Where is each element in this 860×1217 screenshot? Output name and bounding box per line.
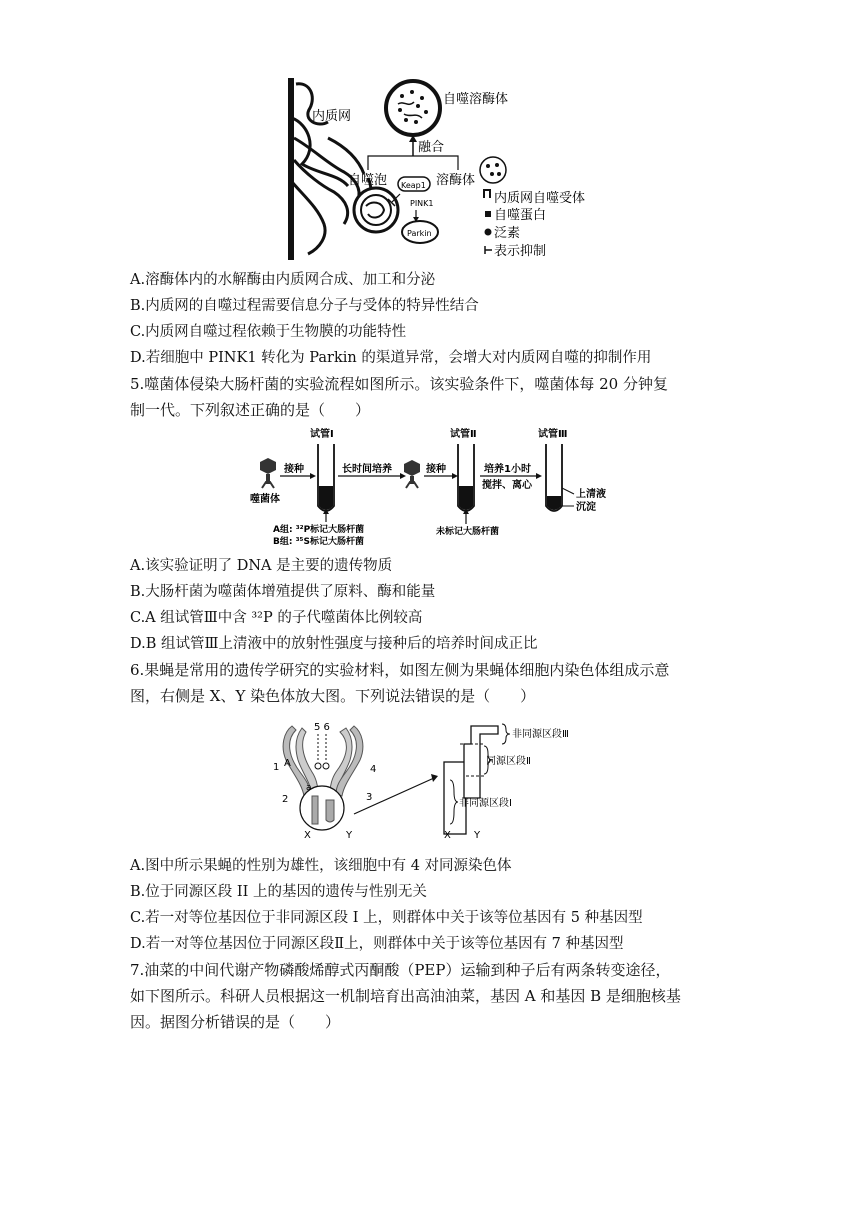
legend-receptor: 内质网自噬受体 xyxy=(494,191,586,206)
legend-inhibit: 表示抑制 xyxy=(494,244,547,259)
label-sediment: 沉淀 xyxy=(576,502,596,513)
label-inoculate-1: 接种 xyxy=(284,464,304,475)
q4-option-a: A.溶酶体内的水解酶由内质网合成、加工和分泌 xyxy=(130,272,436,288)
q5-stem-line1: 5.噬菌体侵染大肠杆菌的实验流程如图所示。该实验条件下，噬菌体每 20 分钟复 xyxy=(130,375,668,393)
label-n3: 3 xyxy=(366,792,373,803)
q7-stem-line3: 因。据图分析错误的是（ ） xyxy=(130,1013,341,1031)
label-a-small: a xyxy=(306,783,312,793)
phage-icon xyxy=(260,458,276,488)
q6-option-d: D.若一对等位基因位于同源区段Ⅱ上，则群体中关于该等位基因有 7 种基因型 xyxy=(130,936,624,952)
label-keap1: Keap1 xyxy=(401,181,426,190)
q5-option-d: D.B 组试管Ⅲ上清液中的放射性强度与接种后的培养时间成正比 xyxy=(130,636,538,652)
label-culture-1h: 培养1小时 xyxy=(484,464,531,475)
label-lysosome: 溶酶体 xyxy=(436,173,476,188)
label-stir-centrifuge: 搅拌、离心 xyxy=(482,480,532,491)
label-n56: 5 6 xyxy=(314,722,330,733)
label-inoculate-2: 接种 xyxy=(426,464,446,475)
q4-option-d: D.若细胞中 PINK1 转化为 Parkin 的渠道异常，会增大对内质网自噬的抑制作用 xyxy=(130,350,652,366)
q7-stem-line2: 如下图所示。科研人员根据这一机制培育出高油油菜，基因 A 和基因 B 是细胞核基 xyxy=(130,987,681,1005)
label-region1: 非同源区段Ⅰ xyxy=(459,798,512,809)
label-region2: 同源区段Ⅱ xyxy=(486,756,531,767)
phage-icon xyxy=(404,460,420,488)
er-autophagy-figure xyxy=(288,78,618,260)
label-tube-3: 试管Ⅲ xyxy=(538,429,568,440)
label-phage: 噬菌体 xyxy=(250,494,280,505)
label-er: 内质网 xyxy=(312,109,352,124)
q5-stem-line2: 制一代。下列叙述正确的是（ ） xyxy=(130,401,371,419)
label-y-right: Y xyxy=(474,830,481,841)
label-x-right: X xyxy=(444,830,451,841)
legend-protein: 自噬蛋白 xyxy=(494,208,547,223)
label-parkin: Parkin xyxy=(407,229,432,238)
label-autophagosome: 自噬泡 xyxy=(348,173,388,188)
legend-ubiquitin: 泛素 xyxy=(494,226,521,241)
q4-option-c: C.内质网自噬过程依赖于生物膜的功能特性 xyxy=(130,324,407,340)
label-fusion: 融合 xyxy=(418,140,445,155)
q5-option-a: A.该实验证明了 DNA 是主要的遗传物质 xyxy=(130,558,393,574)
label-autolysosome: 自噬溶酶体 xyxy=(443,92,509,107)
label-group-a: A组: ³²P标记大肠杆菌 xyxy=(273,525,365,535)
label-y-left: Y xyxy=(346,830,353,841)
label-n2: 2 xyxy=(282,794,289,805)
label-unlabeled: 未标记大肠杆菌 xyxy=(436,527,500,537)
phage-experiment-figure xyxy=(240,424,640,550)
q6-option-b: B.位于同源区段 II 上的基因的遗传与性别无关 xyxy=(130,884,427,900)
label-group-b: B组: ³⁵S标记大肠杆菌 xyxy=(273,537,364,547)
q5-option-c: C.A 组试管Ⅲ中含 ³²P 的子代噬菌体比例较高 xyxy=(130,610,423,626)
label-n4: 4 xyxy=(370,764,377,775)
label-a: A xyxy=(284,758,291,769)
label-tube-2: 试管Ⅱ xyxy=(450,429,477,440)
q7-stem-line1: 7.油菜的中间代谢产物磷酸烯醇式丙酮酸（PEP）运输到种子后有两条转变途径， xyxy=(130,961,671,979)
q5-option-b: B.大肠杆菌为噬菌体增殖提供了原料、酶和能量 xyxy=(130,584,436,600)
label-x-left: X xyxy=(304,830,311,841)
q6-option-c: C.若一对等位基因位于非同源区段 I 上，则群体中关于该等位基因有 5 种基因型 xyxy=(130,910,643,926)
q6-stem-line1: 6.果蝇是常用的遗传学研究的实验材料，如图左侧为果蝇体细胞内染色体组成示意 xyxy=(130,661,670,679)
q6-stem-line2: 图，右侧是 X、Y 染色体放大图。下列说法错误的是（ ） xyxy=(130,687,536,705)
q4-option-b: B.内质网的自噬过程需要信息分子与受体的特异性结合 xyxy=(130,298,479,314)
label-supernatant: 上清液 xyxy=(576,489,606,500)
label-long-culture: 长时间培养 xyxy=(342,464,392,475)
fruitfly-chromosome-figure xyxy=(266,716,606,844)
label-region3: 非同源区段Ⅲ xyxy=(512,729,569,740)
label-tube-1: 试管Ⅰ xyxy=(310,429,334,440)
q6-option-a: A.图中所示果蝇的性别为雄性，该细胞中有 4 对同源染色体 xyxy=(130,858,512,874)
label-n1: 1 xyxy=(273,762,280,773)
label-pink1: PINK1 xyxy=(410,199,434,208)
